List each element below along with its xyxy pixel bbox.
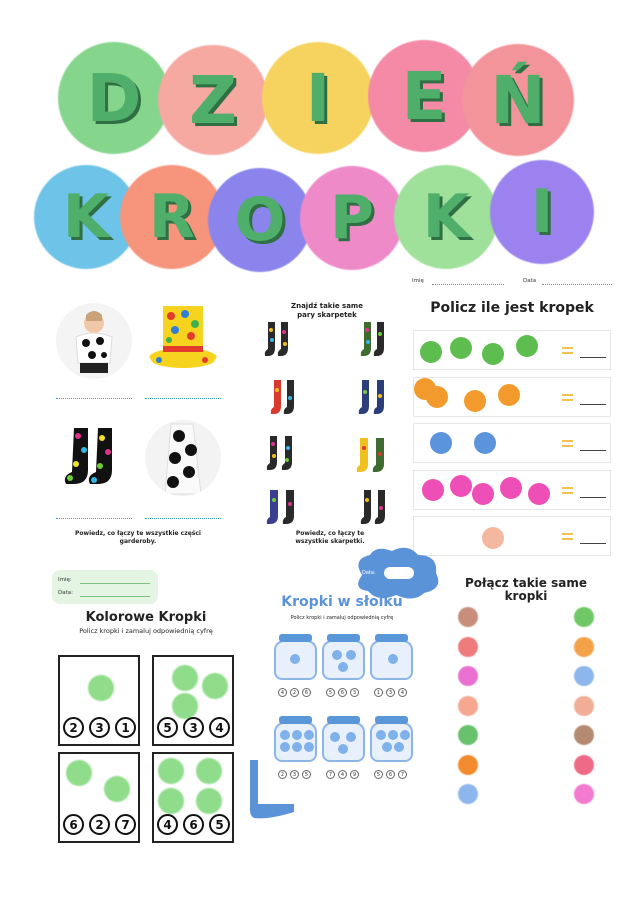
dot-card (58, 655, 140, 746)
jar-number-choice[interactable]: 6 (338, 688, 347, 697)
green-dot (196, 788, 222, 814)
jar-lid (327, 634, 360, 642)
jars-subtitle: Policz kropki i zamaluj odpowiednią cyfrę (290, 615, 394, 621)
count-title: Policz ile jest kropek (430, 300, 594, 316)
jar-number-choice[interactable]: 2 (290, 688, 299, 697)
count-dot (422, 479, 444, 501)
jar-body (322, 722, 365, 762)
jar-dot (394, 742, 404, 752)
dot-card (58, 752, 140, 843)
jar-dot (388, 654, 398, 664)
wardrobe-caption: Powiedz, co łączy te wszystkie części garderoby. (75, 530, 201, 545)
jar-number-choice[interactable]: 3 (350, 688, 359, 697)
jar-dot (292, 730, 302, 740)
sock-pair-image (266, 488, 304, 530)
title-letter: Ń (490, 61, 546, 139)
answer-line[interactable] (580, 497, 606, 498)
green-dot (66, 760, 92, 786)
jar-number-choice[interactable]: 1 (374, 688, 383, 697)
jar-number-choice[interactable]: 9 (350, 770, 359, 779)
jar-number-choice[interactable]: 4 (278, 688, 287, 697)
jar-dot (280, 730, 290, 740)
title-letter: Z (189, 61, 237, 139)
title-letter: E (401, 57, 447, 135)
jar-number-choice[interactable]: 3 (386, 688, 395, 697)
match-dot-left[interactable] (458, 637, 478, 657)
match-dot-left[interactable] (458, 725, 478, 745)
answer-line[interactable] (580, 357, 606, 358)
jar-number-choice[interactable]: 5 (326, 688, 335, 697)
number-choice[interactable]: 3 (89, 717, 110, 738)
count-dot (498, 384, 520, 406)
jar-dot (330, 732, 340, 742)
sock-pair-image (360, 488, 394, 530)
equals-sign (562, 487, 573, 494)
date-label: Data: (58, 590, 73, 596)
name-label: Imię: (58, 577, 72, 583)
title-letter: I (530, 177, 554, 247)
jar-dot (346, 732, 356, 742)
number-choice[interactable]: 5 (209, 814, 230, 835)
number-choice[interactable]: 2 (89, 814, 110, 835)
count-dot (450, 475, 472, 497)
jar-dot (304, 730, 314, 740)
match-dot-left[interactable] (458, 666, 478, 686)
jar-body (274, 640, 317, 680)
jar (322, 716, 365, 762)
sock-pair-image (266, 434, 300, 476)
green-dot (172, 665, 198, 691)
jar-number-choice[interactable]: 7 (326, 770, 335, 779)
name-label: Imię (412, 278, 424, 284)
jar-body (322, 640, 365, 680)
jar-dot (280, 742, 290, 752)
match-dot-right[interactable] (574, 725, 594, 745)
jar (322, 634, 365, 680)
child-shirt-photo (56, 303, 132, 379)
jar-number-choice[interactable]: 5 (302, 770, 311, 779)
colorful-subtitle: Policz kropki i zamaluj odpowiednią cyfrę (79, 627, 213, 635)
count-dot (430, 432, 452, 454)
date-line[interactable] (542, 284, 612, 285)
name-date-box (52, 570, 158, 604)
jar-number-choice[interactable]: 6 (386, 770, 395, 779)
dotted-hat-photo (145, 300, 221, 378)
jar-body (370, 722, 413, 762)
sock-pair-image (356, 436, 394, 476)
jar (274, 716, 317, 762)
jar-dot (376, 730, 386, 740)
jar-dot (388, 730, 398, 740)
count-row (413, 330, 611, 370)
answer-line[interactable] (580, 543, 606, 544)
jar-number-choice[interactable]: 3 (290, 770, 299, 779)
jar-dot (332, 650, 342, 660)
jar-dot (304, 742, 314, 752)
dot-card (152, 752, 234, 843)
jar-dot (346, 650, 356, 660)
sock-pair-image (264, 320, 294, 360)
match-dot-right[interactable] (574, 607, 594, 627)
equals-sign (562, 347, 573, 354)
jar-number-choice[interactable]: 2 (278, 770, 287, 779)
jar-body (370, 640, 413, 680)
answer-line[interactable] (580, 450, 606, 451)
jar (274, 634, 317, 680)
count-dot (482, 343, 504, 365)
count-dot (472, 483, 494, 505)
number-choice[interactable]: 4 (209, 717, 230, 738)
green-dot (104, 776, 130, 802)
title-letter: I (305, 59, 331, 137)
count-dot (500, 477, 522, 499)
count-dot (528, 483, 550, 505)
dotted-socks-photo (56, 420, 132, 496)
jar-number-choice[interactable]: 6 (302, 688, 311, 697)
count-dot (414, 378, 436, 400)
match-dot-left[interactable] (458, 755, 478, 775)
jar-dot (400, 730, 410, 740)
match-dot-left[interactable] (458, 607, 478, 627)
jar-lid (279, 716, 312, 724)
equals-sign (562, 440, 573, 447)
match-dot-right[interactable] (574, 755, 594, 775)
polka-dress-photo (145, 420, 221, 496)
green-dot (158, 788, 184, 814)
jar-number-choice[interactable]: 7 (398, 770, 407, 779)
jar-number-choice[interactable]: 4 (338, 770, 347, 779)
jar-number-choice[interactable]: 5 (374, 770, 383, 779)
equals-sign (562, 533, 573, 540)
match-dot-right[interactable] (574, 696, 594, 716)
jar-dot (338, 744, 348, 754)
count-row (413, 377, 611, 417)
number-choice[interactable]: 5 (157, 717, 178, 738)
count-row (413, 423, 611, 463)
dot-card (152, 655, 234, 746)
jar (370, 716, 413, 762)
jar-lid (327, 716, 360, 724)
count-dot (516, 335, 538, 357)
jar-dot (292, 742, 302, 752)
match-dot-right[interactable] (574, 784, 594, 804)
title-letter: O (234, 185, 286, 255)
answer-line[interactable] (580, 404, 606, 405)
jar-lid (375, 716, 408, 724)
equals-sign (562, 394, 573, 401)
title-letter: R (148, 182, 196, 252)
count-row (413, 516, 611, 556)
title-letter: D (86, 59, 142, 137)
match-dot-left[interactable] (458, 784, 478, 804)
match-dot-right[interactable] (574, 637, 594, 657)
sock-pair-image (360, 320, 390, 360)
answer-line[interactable] (56, 518, 132, 519)
number-choice[interactable]: 6 (63, 814, 84, 835)
green-dot (202, 673, 228, 699)
count-dot (464, 390, 486, 412)
answer-line[interactable] (145, 518, 221, 519)
count-dot (474, 432, 496, 454)
green-dot (158, 758, 184, 784)
name-line[interactable] (80, 583, 150, 584)
number-choice[interactable]: 1 (115, 717, 136, 738)
number-choice[interactable]: 6 (183, 814, 204, 835)
title-letter: P (330, 183, 374, 253)
jar-date-label: Data: (362, 570, 376, 576)
sock-pair-image (358, 378, 392, 418)
green-dot (172, 693, 198, 719)
number-choice[interactable]: 7 (115, 814, 136, 835)
socks-title: Znajdź takie same pary skarpetek (291, 302, 363, 319)
socks-caption: Powiedz, co łączy te wszystkie skarpetki. (295, 530, 365, 545)
match-dot-right[interactable] (574, 666, 594, 686)
answer-line[interactable] (56, 398, 132, 399)
jar (370, 634, 413, 680)
name-line[interactable] (432, 284, 504, 285)
jar-dot (382, 742, 392, 752)
match-dot-left[interactable] (458, 696, 478, 716)
jars-title: Kropki w słoiku (281, 594, 403, 610)
green-dot (196, 758, 222, 784)
number-choice[interactable]: 2 (63, 717, 84, 738)
date-label: Data (523, 278, 537, 284)
jar-dot (290, 654, 300, 664)
jar-lid (375, 634, 408, 642)
title-letter: K (422, 182, 470, 252)
number-choice[interactable]: 3 (183, 717, 204, 738)
match-title: Połącz takie same kropki (465, 576, 587, 603)
count-dot (482, 527, 504, 549)
jar-dot (338, 662, 348, 672)
title-letter: K (62, 182, 110, 252)
answer-line[interactable] (145, 398, 221, 399)
green-dot (88, 675, 114, 701)
corner-bracket (248, 760, 296, 820)
jar-number-choice[interactable]: 4 (398, 688, 407, 697)
count-dot (450, 337, 472, 359)
sock-pair-image (270, 378, 298, 418)
colorful-title: Kolorowe Kropki (85, 610, 207, 625)
count-dot (420, 341, 442, 363)
date-line[interactable] (80, 596, 150, 597)
number-choice[interactable]: 4 (157, 814, 178, 835)
count-row (413, 470, 611, 510)
jar-lid (279, 634, 312, 642)
jar-body (274, 722, 317, 762)
